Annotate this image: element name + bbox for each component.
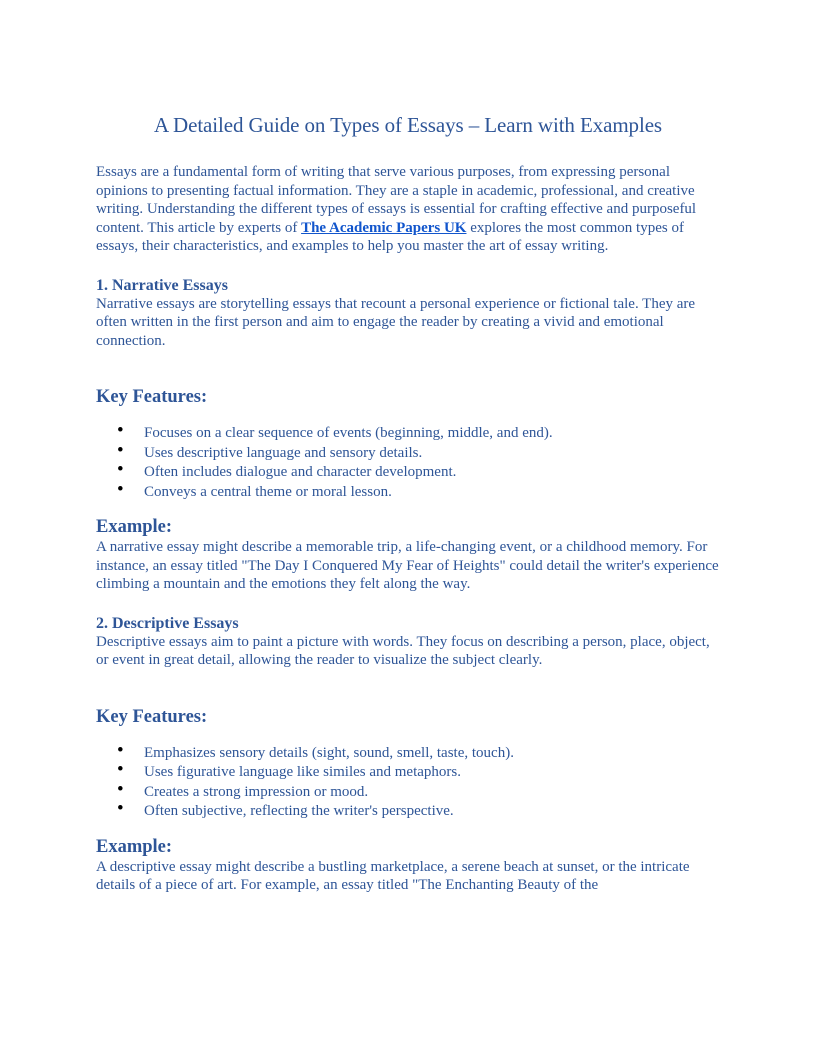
list-item (96, 478, 720, 503)
bullet-icon: • (117, 739, 124, 761)
list-item (96, 439, 720, 464)
bullet-icon: • (117, 439, 124, 461)
intro-text-before-link: Essays are a fundamental form of writing that serve various purposes, from expressing personal opinions to presenting factual information. They are a staple in academic, professional, and creative writing. Understanding the different types of essays is essential for crafting effective and purposeful content. This article by experts of (96, 164, 697, 236)
section-description: Descriptive essays aim to paint a picture with words. They focus on describing a person, place, object, or event in great detail, allowing the reader to visualize the subject clearly. (96, 633, 710, 668)
section-narrative-essays (96, 276, 720, 594)
document-page (96, 110, 720, 895)
bullet-icon: • (117, 478, 124, 500)
section-descriptive-essays (96, 614, 720, 895)
list-item-text: Emphasizes sensory details (sight, sound, smell, taste, touch). (144, 744, 514, 761)
key-features-heading: Key Features: (96, 387, 208, 407)
example-heading: Example: (96, 836, 173, 857)
list-item (96, 759, 720, 783)
example-heading: Example: (96, 517, 173, 537)
list-item-text: Often subjective, reflecting the writer's perspective. (144, 803, 454, 819)
list-item-text: Conveys a central theme or moral lesson. (144, 483, 392, 500)
list-item (96, 778, 720, 803)
features-list (96, 420, 720, 502)
section-heading: 1. Narrative Essays (96, 276, 228, 294)
list-item (96, 459, 720, 483)
example-text: A descriptive essay might describe a bustling marketplace, a serene beach at sunset, or the intricate details of a piece of art. For example, an essay titled "The Enchanting Beauty of the (96, 858, 690, 893)
intro-text-after-link: explores the most common types of essays, their characteristics, and examples to help you master the art of essay writing. (96, 219, 684, 254)
bullet-icon: • (117, 778, 124, 800)
bullet-icon: • (117, 798, 124, 819)
key-features-heading: Key Features: (96, 706, 208, 727)
list-item (96, 798, 720, 822)
bullet-icon: • (117, 420, 124, 441)
list-item-text: Focuses on a clear sequence of events (beginning, middle, and end). (144, 425, 553, 441)
example-text: A narrative essay might describe a memorable trip, a life-changing event, or a childhood memory. For instance, an essay titled "The Day I Conquered My Fear of Heights" could detail the writer's experience climbing a mountain and the emotions they felt along the way. (96, 539, 719, 592)
list-item-text: Often includes dialogue and character development. (144, 464, 457, 480)
bullet-icon: • (117, 759, 124, 780)
section-heading: 2. Descriptive Essays (96, 614, 239, 632)
list-item (96, 739, 720, 764)
academic-papers-link[interactable]: The Academic Papers UK (301, 219, 467, 236)
list-item-text: Uses figurative language like similes and metaphors. (144, 764, 461, 780)
section-description: Narrative essays are storytelling essays that recount a personal experience or fictional tale. They are often written in the first person and aim to engage the reader by creating a vivid and emotional connection. (96, 295, 696, 349)
list-item (96, 420, 720, 444)
intro-paragraph (96, 163, 720, 256)
list-item-text: Uses descriptive language and sensory details. (144, 444, 423, 461)
features-list (96, 739, 720, 822)
list-item-text: Creates a strong impression or mood. (144, 783, 369, 800)
page-title: A Detailed Guide on Types of Essays – Learn with Examples (153, 113, 662, 137)
bullet-icon: • (117, 459, 124, 480)
